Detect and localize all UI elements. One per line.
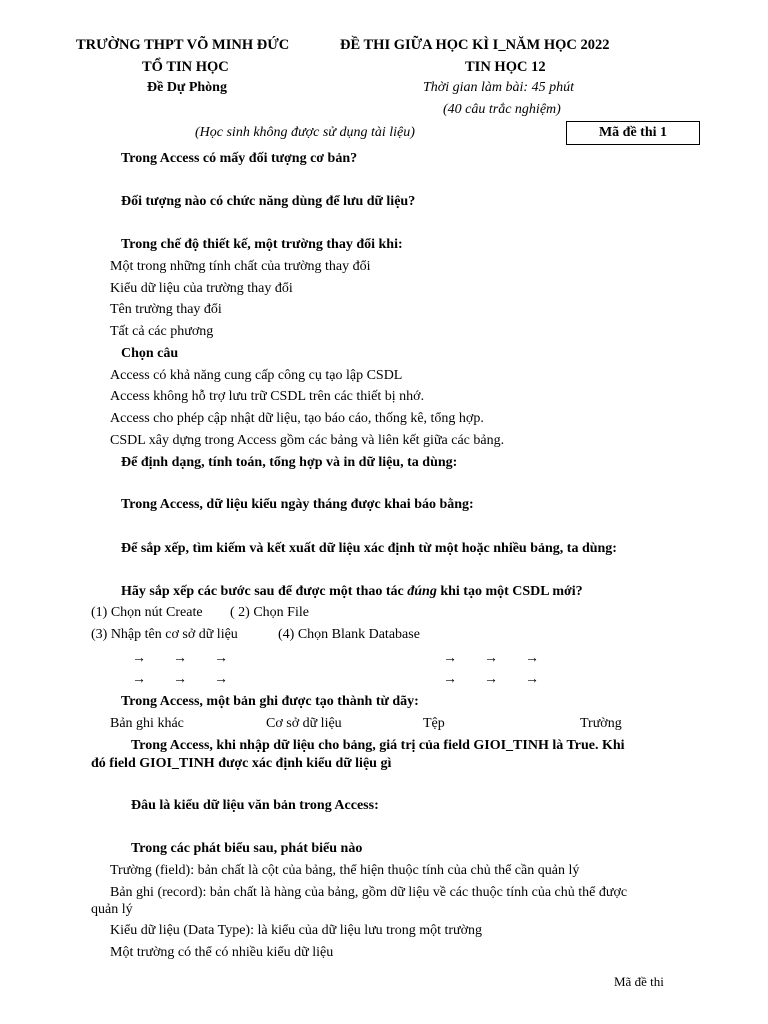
q9-option-a[interactable]: Bản ghi khác: [110, 716, 184, 731]
q4-option-d[interactable]: CSDL xây dựng trong Access gồm các bảng và liên kết giữa các bảng.: [110, 433, 505, 448]
exam-code-box: Mã đề thi 1: [566, 121, 700, 145]
question-5: Để định dạng, tính toán, tổng hợp và in dữ liệu, ta dùng:: [121, 455, 458, 470]
q9-option-d[interactable]: Trường: [580, 716, 622, 731]
question-1: Trong Access có mấy đối tượng cơ bản?: [121, 151, 358, 166]
question-count: (40 câu trắc nghiệm): [443, 102, 561, 117]
q8-arrow: →: [173, 672, 187, 687]
q8-arrow: →: [525, 672, 539, 687]
question-4: Chọn câu: [121, 346, 179, 361]
q8-arrow: →: [173, 651, 187, 666]
q8-arrow: →: [443, 651, 457, 666]
question-3: Trong chế độ thiết kế, một trường thay đổi khi:: [121, 237, 403, 252]
q12-option-d[interactable]: Một trường có thể có nhiều kiểu dữ liệu: [110, 945, 334, 960]
q8-arrow: →: [443, 672, 457, 687]
q8-arrow: →: [484, 672, 498, 687]
q3-option-d[interactable]: Tất cả các phương: [110, 324, 214, 339]
question-7: Để sắp xếp, tìm kiếm và kết xuất dữ liệu xác định từ một hoặc nhiều bảng, ta dùng:: [121, 541, 617, 556]
q8-step-1: (1) Chọn nút Create: [91, 605, 203, 620]
no-materials-note: (Học sinh không được sử dụng tài liệu): [195, 125, 415, 140]
q8-stem-emphasis: đúng: [407, 584, 437, 599]
subject-title: TIN HỌC 12: [465, 59, 546, 75]
q12-option-c[interactable]: Kiểu dữ liệu (Data Type): là kiểu của dữ liệu lưu trong một trường: [110, 923, 483, 938]
question-11: Đâu là kiểu dữ liệu văn bản trong Access:: [131, 798, 379, 813]
question-8: [121, 584, 583, 600]
question-10-line-2: đó field GIOI_TINH được xác định kiểu dữ liệu gì: [91, 756, 392, 771]
q8-step-2: ( 2) Chọn File: [230, 605, 309, 620]
exam-title: ĐỀ THI GIỮA HỌC KÌ I_NĂM HỌC 2022: [340, 37, 610, 53]
q12-option-b-cont: quản lý: [91, 902, 133, 917]
question-12: Trong các phát biểu sau, phát biểu nào: [131, 841, 363, 856]
q8-arrow: →: [132, 672, 146, 687]
q9-option-b[interactable]: Cơ sở dữ liệu: [266, 716, 342, 731]
footer-exam-code: Mã đề thi: [614, 974, 664, 989]
q8-step-3: (3) Nhập tên cơ sở dữ liệu: [91, 627, 238, 642]
question-9: Trong Access, một bản ghi được tạo thành từ dãy:: [121, 694, 419, 709]
q8-arrow: →: [484, 651, 498, 666]
q8-arrow: →: [132, 651, 146, 666]
q3-option-b[interactable]: Kiểu dữ liệu của trường thay đổi: [110, 281, 293, 296]
school-name: TRƯỜNG THPT VÕ MINH ĐỨC: [76, 37, 290, 53]
q8-arrow: →: [214, 672, 228, 687]
q4-option-c[interactable]: Access cho phép cập nhật dữ liệu, tạo báo cáo, thống kê, tổng hợp.: [110, 411, 484, 426]
q8-stem-after: khi tạo một CSDL mới?: [436, 584, 583, 599]
q8-arrow: →: [525, 651, 539, 666]
question-2: Đối tượng nào có chức năng dùng để lưu dữ liệu?: [121, 194, 416, 209]
q3-option-a[interactable]: Một trong những tính chất của trường thay đổi: [110, 259, 371, 274]
exam-time: Thời gian làm bài: 45 phút: [423, 80, 574, 95]
q9-option-c[interactable]: Tệp: [423, 716, 445, 731]
q8-step-4: (4) Chọn Blank Database: [278, 627, 420, 642]
q12-option-b[interactable]: Bản ghi (record): bản chất là hàng của bảng, gồm dữ liệu về các thuộc tính của chủ thể được: [110, 885, 628, 900]
question-6: Trong Access, dữ liệu kiểu ngày tháng được khai báo bằng:: [121, 497, 474, 512]
question-10-line-1: Trong Access, khi nhập dữ liệu cho bảng, giá trị của field GIOI_TINH là True. Khi: [131, 738, 625, 753]
q8-stem-before: Hãy sắp xếp các bước sau để được một thao tác: [121, 584, 408, 599]
q4-option-b[interactable]: Access không hỗ trợ lưu trữ CSDL trên các thiết bị nhớ.: [110, 389, 425, 404]
q3-option-c[interactable]: Tên trường thay đổi: [110, 302, 222, 317]
q8-arrow: →: [214, 651, 228, 666]
department-name: TỔ TIN HỌC: [142, 59, 229, 75]
q12-option-a[interactable]: Trường (field): bản chất là cột của bảng, thể hiện thuộc tính của chủ thể cần quản lý: [110, 863, 580, 878]
exam-version: Đề Dự Phòng: [147, 80, 227, 95]
q4-option-a[interactable]: Access có khả năng cung cấp công cụ tạo lập CSDL: [110, 368, 403, 383]
